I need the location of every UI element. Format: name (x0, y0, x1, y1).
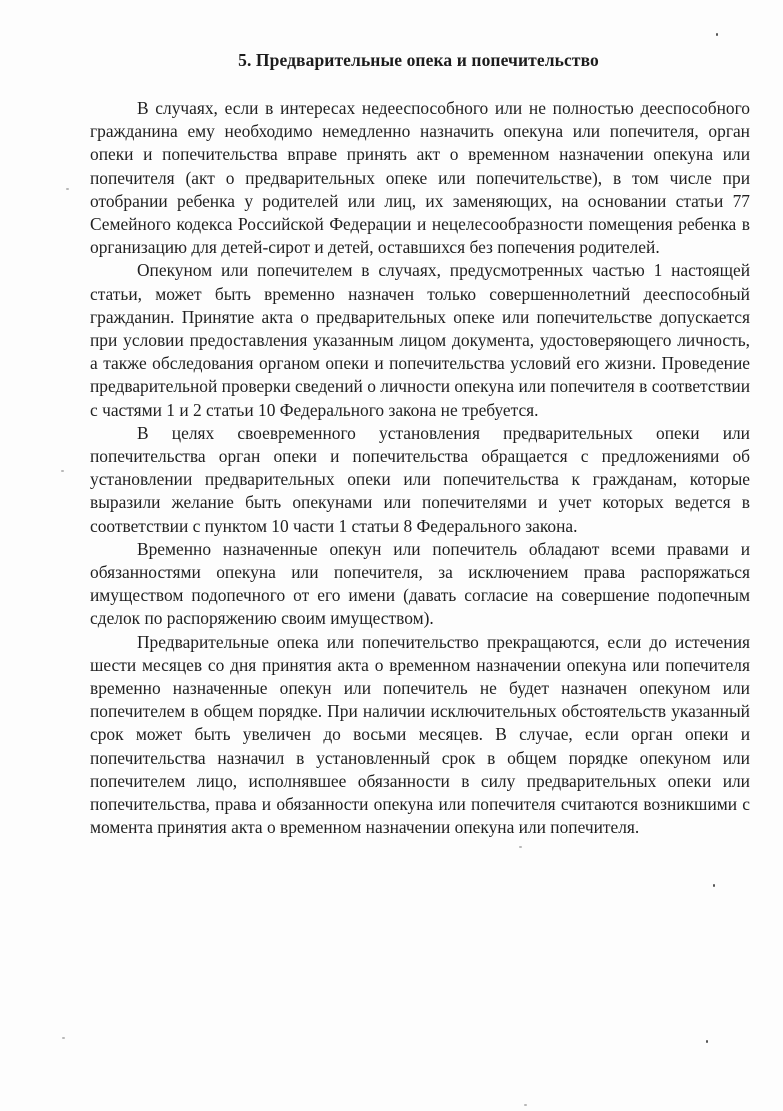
scan-speck (713, 884, 715, 887)
scan-speck (66, 188, 69, 190)
paragraph-2: Опекуном или попечителем в случаях, предусмотренных частью 1 настоящей статьи, может быть временно назначен только совершеннолетний дееспособный гражданин. Принятие акта о предварительных опеке или попечительстве допускается при условии предоставления указанным лицом документа, удостоверяющего личность, а также обследования органом опеки и попечительства условий его жизни. Проведение предварительной проверки сведений о личности опекуна или попечителя в соответствии с частями 1 и 2 статьи 10 Федерального закона не требуется. (90, 260, 750, 420)
section-heading: 5. Предварительные опека и попечительство (238, 50, 599, 70)
paragraph-4: Временно назначенные опекун или попечитель обладают всеми правами и обязанностями опекуна или попечителя, за исключением права распоряжаться имуществом подопечного от его имени (давать согласие на совершение подопечным сделок по распоряжению своим имуществом). (90, 538, 750, 629)
paragraph-3: В целях своевременного установления предварительных опеки или попечительства орган опеки и попечительства обращается с предложениями об установлении предварительных опеки или попечительства к гражданам, которые выразили желание быть опекунами или попечителями и учет которых ведется в соответствии с пунктом 10 части 1 статьи 8 Федерального закона. (90, 422, 750, 536)
scan-speck (61, 470, 64, 472)
scan-speck (716, 33, 718, 36)
scan-speck (62, 1037, 65, 1039)
scan-speck (519, 846, 522, 848)
paragraph-5: Предварительные опека или попечительство прекращаются, если до истечения шести месяцев со дня принятия акта о временном назначении опекуна или попечителя временно назначенные опекун или попечитель не будет назначен опекуном или попечителем в общем порядке. При наличии исключительных обстоятельств указанный срок может быть увеличен до восьми месяцев. В случае, если орган опеки и попечительства назначил в установленный срок в общем порядке опекуном или попечителем лицо, исполнявшее обязанности в силу предварительных опеки или попечительства, права и обязанности опекуна или попечителя считаются возникшими с момента принятия акта о временном назначении опекуна или попечителя. (90, 631, 750, 838)
paragraph-1: В случаях, если в интересах недееспособного или не полностью дееспособного гражданина ему необходимо немедленно назначить опекуна или попечителя, орган опеки и попечительства вправе принять акт о временном назначении опекуна или попечителя (акт о предварительных опеке или попечительстве), в том числе при отобрании ребенка у родителей или лиц, их заменяющих, на основании статьи 77 Семейного кодекса Российской Федерации и нецелесообразности помещения ребенка в организацию для детей-сирот и детей, оставшихся без попечения родителей. (90, 98, 750, 258)
document-body (90, 97, 750, 840)
scan-speck (706, 1040, 708, 1043)
scan-speck (524, 1104, 527, 1106)
